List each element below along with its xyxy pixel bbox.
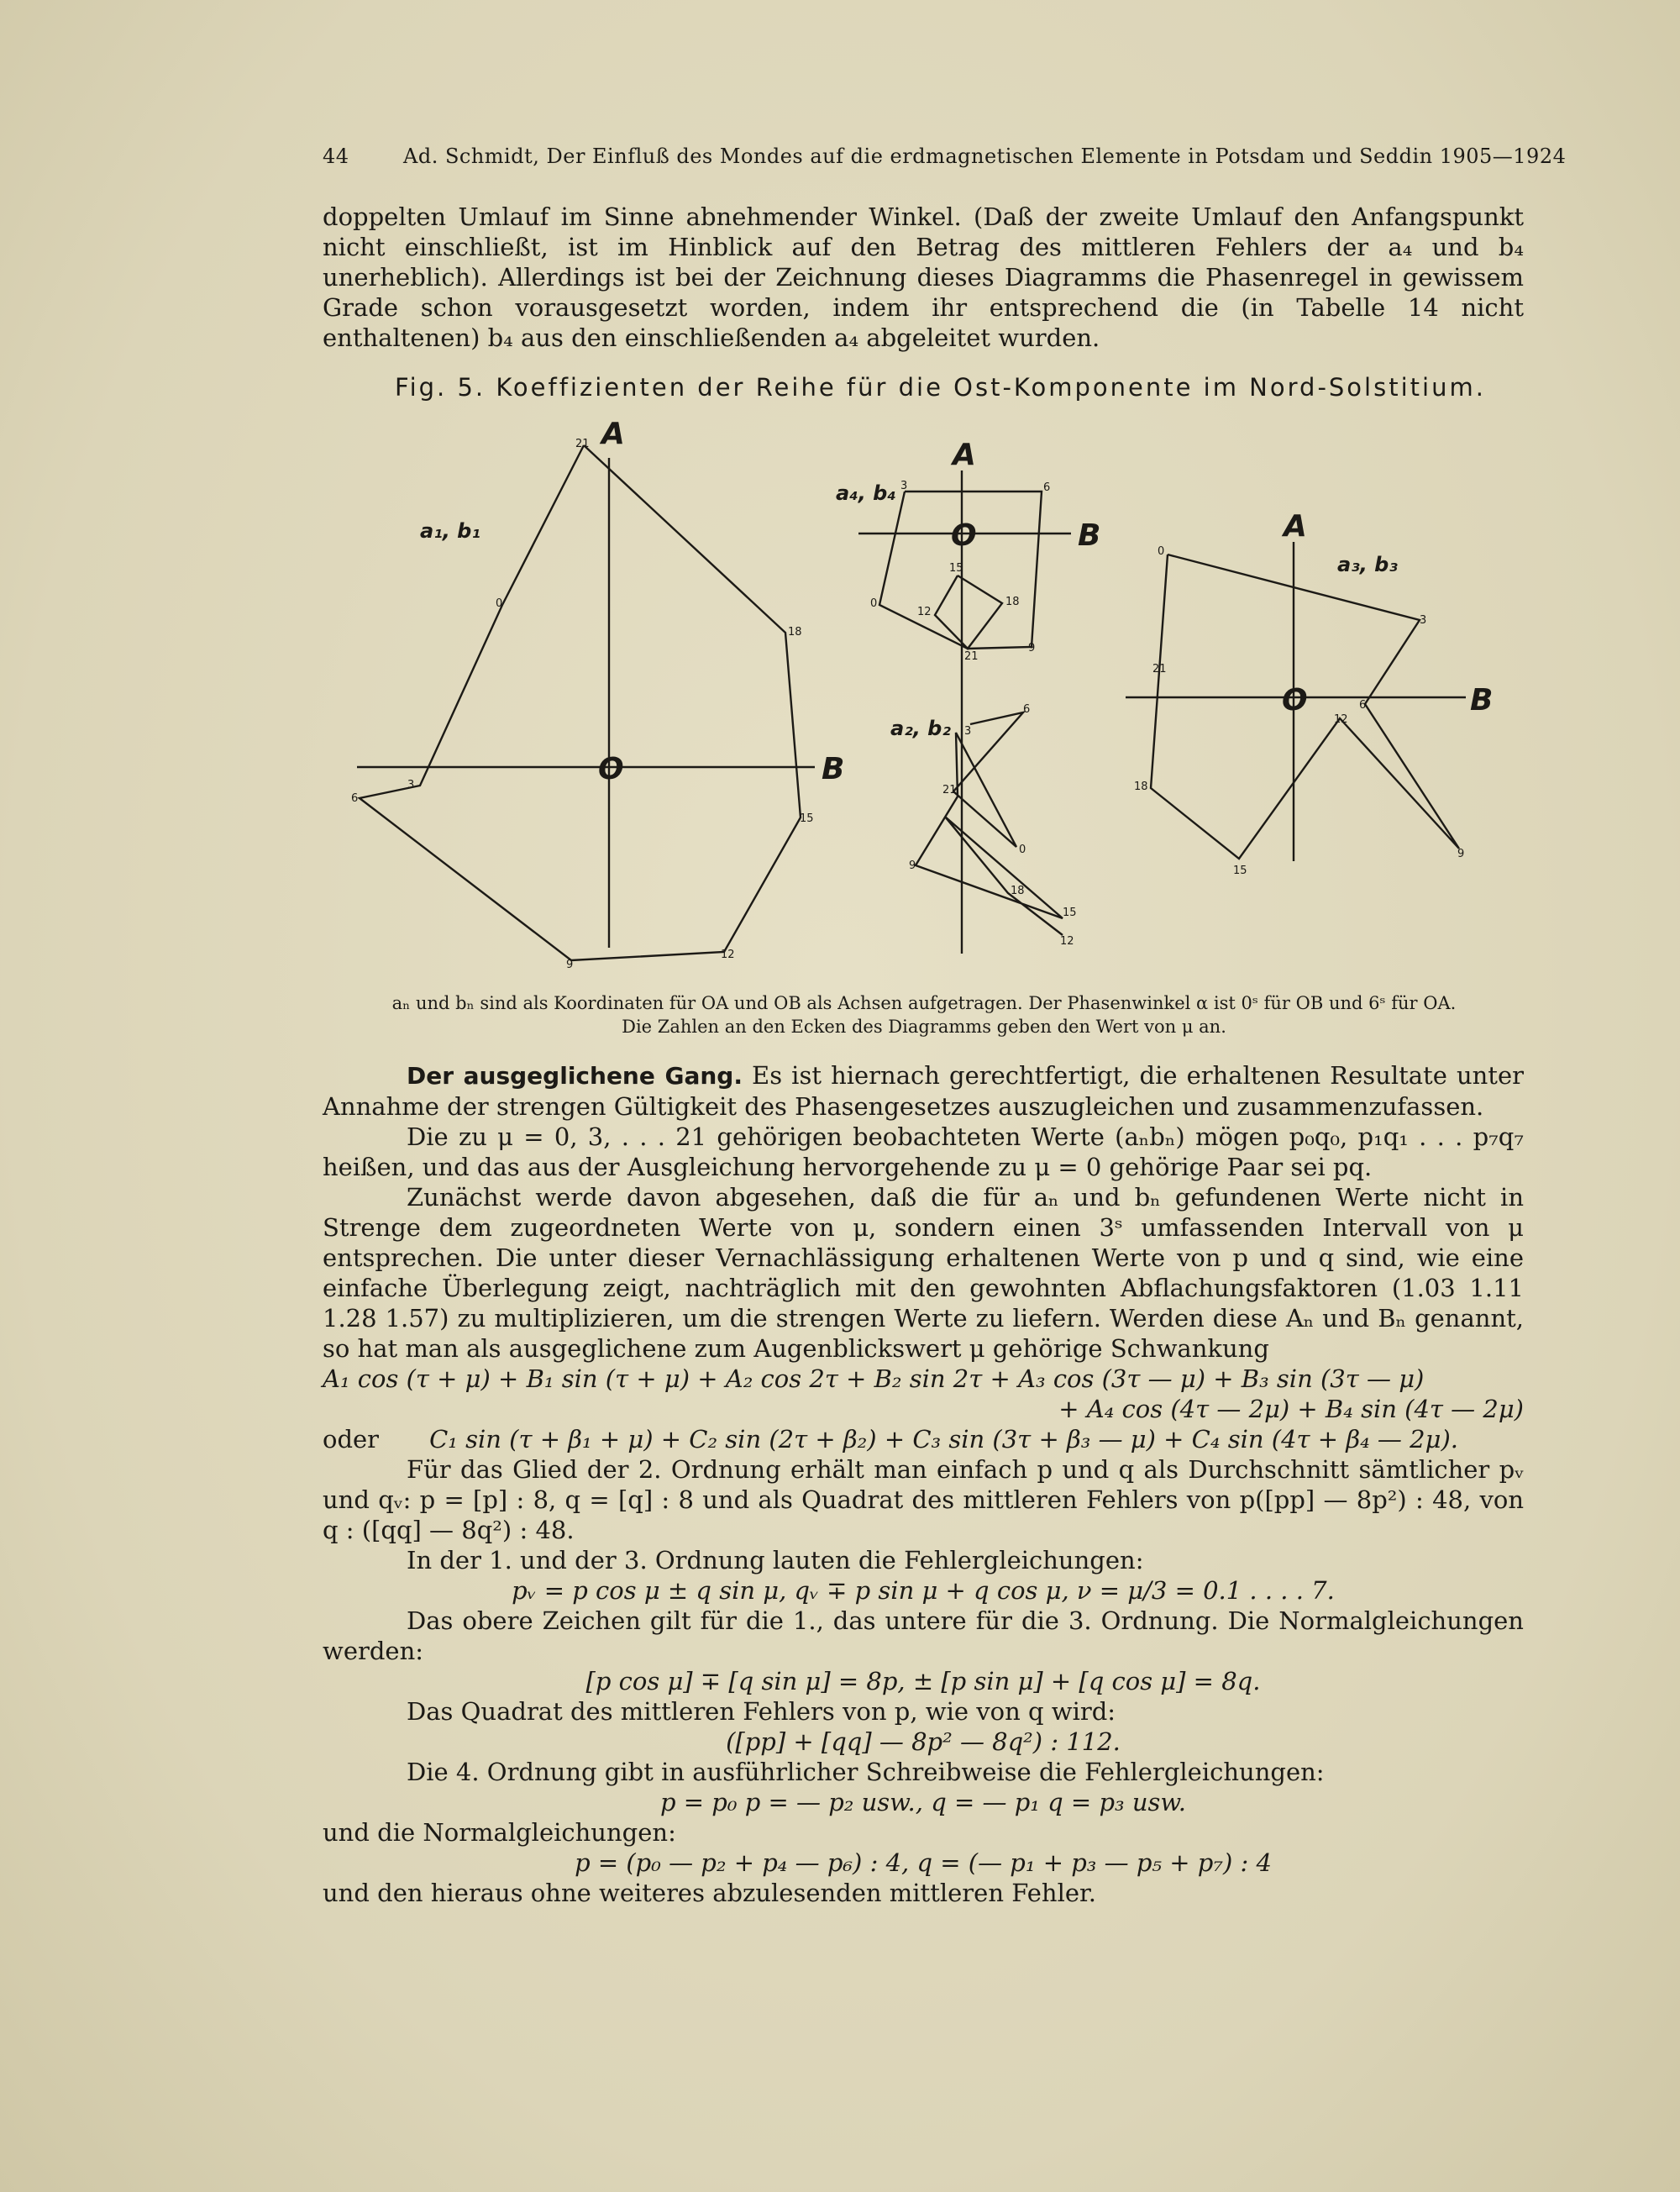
d3-diagram-label: a₂, b₂ [890,717,951,740]
section-p8: Die 4. Ordnung gibt in ausführlicher Schreibweise die Fehlergleichungen: [407,1758,1325,1786]
d1-vertex: 6 [351,792,359,805]
d2-vertex: 15 [949,562,963,575]
d2-vertex: 12 [917,606,932,618]
d3-vertex: 3 [964,725,972,738]
equation-1a: A₁ cos (τ + μ) + B₁ sin (τ + μ) + A₂ cos 2τ + B₂ sin 2τ + A₃ cos (3τ — μ) + B₃ sin (3τ — μ) [323,1364,1425,1393]
d4-label-b: B [1470,683,1494,718]
section-p4: Für das Glied der 2. Ordnung erhält man einfach p und q als Durchschnitt sämtlicher pᵥ und qᵥ: p = [p] : 8, q = [q] : 8 und als Quadrat des mittleren Fehlers von p([pp] — 8p²) : 48, von q : ([qq] — 8q²) : 48. [323,1455,1524,1544]
d4-vertex: 6 [1359,699,1367,712]
d2-vertex: 18 [1005,596,1020,608]
caption-line-2: Die Zahlen an den Ecken des Diagramms geben den Wert von μ an. [622,1017,1226,1037]
page-number: 44 [323,145,349,168]
equation-1b: + A₄ cos (4τ — 2μ) + B₄ sin (4τ — 2μ) [1058,1395,1524,1423]
d1-vertex: 15 [800,812,814,825]
d1-vertex: 21 [575,438,590,450]
d4-vertex: 12 [1334,713,1348,726]
d1-vertex: 18 [788,626,802,639]
d3-vertex: 12 [1060,935,1074,948]
d2-vertex: 0 [870,597,878,610]
section-p5: In der 1. und der 3. Ordnung lauten die Fehlergleichungen: [407,1546,1144,1574]
figure-title: Fig. 5. Koeffizienten der Reihe für die Ost-Komponente im Nord-Solstitium. [395,373,1486,402]
equation-2: pᵥ = p cos μ ± q sin μ, qᵥ ∓ p sin μ + q cos μ, ν = μ/3 = 0.1 . . . . 7. [512,1576,1335,1605]
d2-vertex: 21 [964,650,979,663]
d1-origin: O [598,752,624,786]
equation-1c: C₁ sin (τ + β₁ + μ) + C₂ sin (2τ + β₂) + C₃ sin (3τ + β₃ — μ) + C₄ sin (4τ + β₄ — 2μ). [429,1425,1458,1453]
equation-1c-prefix: oder [323,1425,380,1453]
section-heading: Der ausgeglichene Gang. [407,1062,743,1090]
d2-label-a: A [953,438,976,472]
d4-label-a: A [1284,509,1307,544]
section-p1: Es ist hiernach gerechtfertigt, die erhaltenen Resultate unter Annahme der strengen Gültigkeit des Phasengesetzes auszugleichen und zusammenzufassen. [323,1061,1524,1121]
running-head [323,145,1567,173]
d4-origin: O [1282,683,1308,718]
d1-vertex: 0 [496,597,503,610]
d3-polygon [916,712,1063,935]
d2-diagram-label: a₄, b₄ [836,481,896,505]
d1-diagram-label: a₁, b₁ [420,519,480,543]
section-body [323,1060,1524,1908]
d3-vertex: 6 [1023,703,1031,716]
d3-vertex: 21 [942,784,957,796]
d3-vertex: 18 [1011,885,1025,897]
d2-vertex: 6 [1043,481,1051,494]
equation-5: p = p₀ p = — p₂ usw., q = — p₁ q = p₃ usw. [659,1788,1187,1816]
caption-line-1: aₙ und bₙ sind als Koordinaten für OA und OB als Achsen aufgetragen. Der Phasenwinkel α ist 0ˢ für OB und 6ˢ für OA. [391,993,1457,1013]
d1-label-a: A [601,417,625,451]
d4-vertex: 9 [1457,848,1465,860]
intro-paragraph-block [323,202,1524,353]
d4-diagram-label: a₃, b₃ [1337,553,1398,576]
d1-vertex: 9 [566,959,574,971]
intro-paragraph: doppelten Umlauf im Sinne abnehmender Winkel. (Daß der zweite Umlauf den Anfangspunkt nicht einschließt, ist im Hinblick auf den Betrag des mittleren Fehlers der a₄ und b₄ unerheblich). Allerdings ist bei der Zeichnung dieses Diagramms die Phasenregel in gewissem Grade schon vorausgesetzt worden, indem ihr entsprechend die (in Tabelle 14 nicht enthaltenen) b₄ aus den einschließenden a₄ abgeleitet wurden. [323,202,1524,352]
equation-6: p = (p₀ — p₂ + p₄ — p₆) : 4, q = (— p₁ + p₃ — p₅ + p₇) : 4 [575,1848,1272,1877]
section-p9: und die Normalgleichungen: [323,1818,676,1847]
d4-vertex: 21 [1152,663,1167,675]
running-title: Ad. Schmidt, Der Einfluß des Mondes auf die erdmagnetischen Elemente in Potsdam und Seddin 1905—1924 [403,145,1567,168]
d2-vertex: 3 [900,480,908,492]
d1-vertex: 3 [407,779,415,791]
d4-vertex: 0 [1158,545,1165,558]
section-p3: Zunächst werde davon abgesehen, daß die für aₙ und bₙ gefundenen Werte nicht in Strenge dem zugeordneten Werte von μ, sondern einen 3ˢ umfassenden Intervall von μ entsprechen. Die unter dieser Vernachlässigung erhaltenen Werte von p und q sind, wie eine einfache Überlegung zeigt, nachträglich mit den gewohnten Abflachungsfaktoren (1.03 1.11 1.28 1.57) zu multiplizieren, um die strengen Werte zu liefern. Werden diese Aₙ und Bₙ genannt, so hat man als ausgeglichene zum Augenblickswert μ gehörige Schwankung [323,1183,1524,1363]
section-p6: Das obere Zeichen gilt für die 1., das untere für die 3. Ordnung. Die Normalgleichungen werden: [323,1606,1524,1665]
d2-origin: O [951,518,977,553]
equation-3: [p cos μ] ∓ [q sin μ] = 8p, ± [p sin μ] + [q cos μ] = 8q. [585,1667,1261,1695]
d1-label-b: B [822,752,845,786]
d2-label-b: B [1078,518,1101,553]
d3-vertex: 9 [909,859,916,872]
figure-diagrams [0,412,1680,983]
section-p2: Die zu μ = 0, 3, . . . 21 gehörigen beobachteten Werte (aₙbₙ) mögen p₀q₀, p₁q₁ . . . p₇q₇ heißen, und das aus der Ausgleichung hervorgehende zu μ = 0 gehörige Paar sei pq. [323,1122,1524,1181]
d3-vertex: 15 [1063,907,1077,919]
d4-vertex: 3 [1420,614,1427,627]
figure-caption [319,991,1529,1038]
equation-1c-line [323,1424,1524,1454]
equation-4: ([pp] + [qq] — 8p² — 8q²) : 112. [726,1727,1121,1756]
section-p10: und den hieraus ohne weiteres abzulesenden mittleren Fehler. [323,1879,1096,1907]
d1-vertex: 12 [721,949,735,961]
d2-vertex: 9 [1028,642,1036,654]
d4-vertex: 18 [1134,781,1148,793]
section-p7: Das Quadrat des mittleren Fehlers von p, wie von q wird: [407,1697,1116,1726]
d3-vertex: 0 [1019,844,1026,856]
section-first-paragraph [323,1060,1524,1122]
d4-vertex: 15 [1233,865,1247,877]
